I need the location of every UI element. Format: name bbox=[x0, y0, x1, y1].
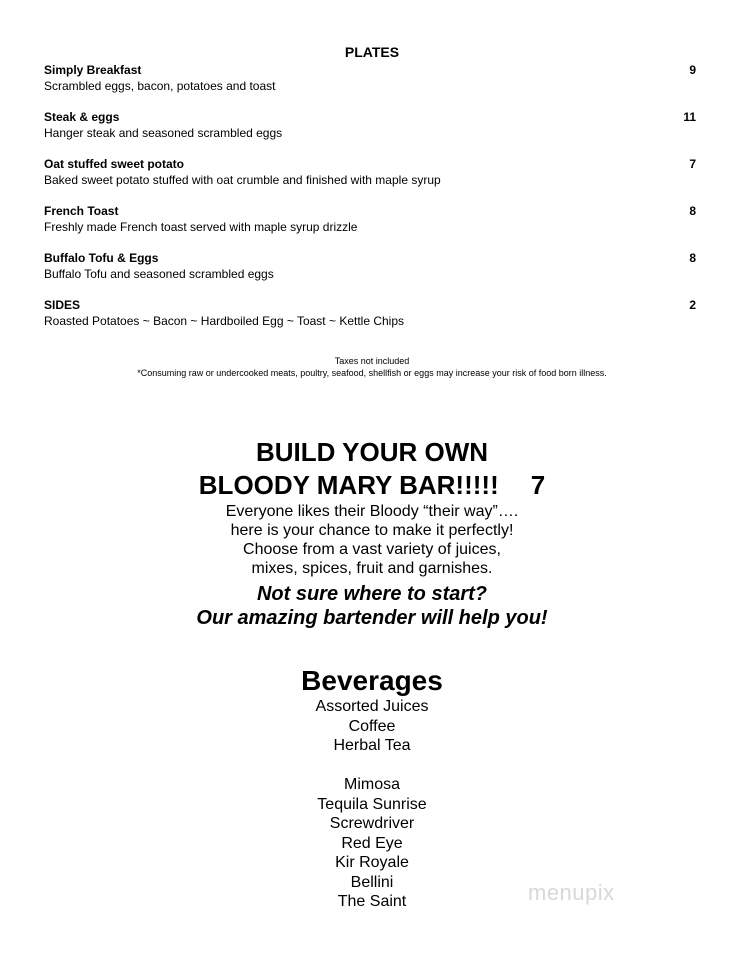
menu-item-buffalo-tofu bbox=[44, 251, 696, 282]
menu-item-sides bbox=[44, 298, 696, 329]
beverage-item: Herbal Tea bbox=[333, 737, 411, 754]
bloody-mary-callout bbox=[0, 582, 744, 630]
beverage-item: Assorted Juices bbox=[315, 698, 429, 715]
item-price: 2 bbox=[689, 298, 696, 312]
menu-item-french-toast bbox=[44, 204, 696, 235]
item-price: 9 bbox=[689, 63, 696, 77]
callout-line: Not sure where to start? bbox=[256, 583, 488, 605]
item-price: 11 bbox=[683, 110, 696, 124]
item-name: Simply Breakfast bbox=[44, 63, 142, 77]
beverage-item: Coffee bbox=[348, 717, 396, 735]
item-price: 8 bbox=[689, 204, 696, 218]
item-name: Steak & eggs bbox=[44, 110, 120, 124]
item-description: Hanger steak and seasoned scrambled eggs bbox=[44, 126, 283, 140]
beverage-item: Bellini bbox=[350, 873, 394, 891]
item-name: French Toast bbox=[44, 204, 119, 218]
description-line: Choose from a vast variety of juices, bbox=[243, 541, 501, 558]
item-name: Buffalo Tofu & Eggs bbox=[44, 251, 159, 265]
beverages-non-alcoholic-list bbox=[0, 697, 744, 756]
beverage-item: The Saint bbox=[337, 893, 407, 910]
item-description: Roasted Potatoes ~ Bacon ~ Hardboiled Egg ~ Toast ~ Kettle Chips bbox=[44, 314, 405, 328]
item-name: SIDES bbox=[44, 298, 81, 312]
beverage-item: Screwdriver bbox=[329, 815, 415, 832]
beverages-cocktail-list bbox=[0, 775, 744, 912]
bloody-mary-heading-line1: BUILD YOUR OWN bbox=[255, 437, 489, 467]
description-line: mixes, spices, fruit and garnishes. bbox=[251, 560, 493, 577]
menu-item-steak-eggs bbox=[44, 110, 696, 141]
menu-item-oat-sweet-potato bbox=[44, 157, 696, 188]
menu-notes bbox=[0, 355, 744, 379]
menupix-watermark: menupix bbox=[528, 880, 615, 905]
bloody-mary-description bbox=[0, 502, 744, 578]
menu-item-simply-breakfast bbox=[44, 63, 696, 94]
description-line: Everyone likes their Bloody “their way”…. bbox=[225, 503, 519, 520]
callout-line: Our amazing bartender will help you! bbox=[196, 607, 548, 629]
item-description: Baked sweet potato stuffed with oat crumble and finished with maple syrup bbox=[44, 173, 441, 187]
beverage-item: Tequila Sunrise bbox=[317, 795, 427, 813]
item-description: Freshly made French toast served with maple syrup drizzle bbox=[44, 220, 358, 234]
bloody-mary-price: 7 bbox=[530, 470, 546, 500]
food-safety-warning: *Consuming raw or undercooked meats, poultry, seafood, shellfish or eggs may increase your risk of food born illness. bbox=[137, 368, 607, 378]
beverage-item: Red Eye bbox=[341, 834, 403, 852]
beverages-title: Beverages bbox=[301, 665, 443, 696]
item-description: Buffalo Tofu and seasoned scrambled eggs bbox=[44, 267, 274, 281]
bloody-mary-title: BLOODY MARY BAR!!!!! bbox=[198, 470, 499, 500]
item-price: 7 bbox=[689, 157, 696, 171]
beverage-item: Mimosa bbox=[343, 776, 400, 793]
taxes-note: Taxes not included bbox=[334, 356, 410, 366]
plates-title: PLATES bbox=[344, 44, 400, 60]
beverage-item: Kir Royale bbox=[335, 854, 409, 871]
bloody-mary-heading-line2 bbox=[0, 469, 744, 501]
item-price: 8 bbox=[689, 251, 696, 265]
description-line: here is your chance to make it perfectly! bbox=[230, 522, 514, 539]
item-name: Oat stuffed sweet potato bbox=[44, 157, 185, 171]
item-description: Scrambled eggs, bacon, potatoes and toast bbox=[44, 79, 276, 93]
